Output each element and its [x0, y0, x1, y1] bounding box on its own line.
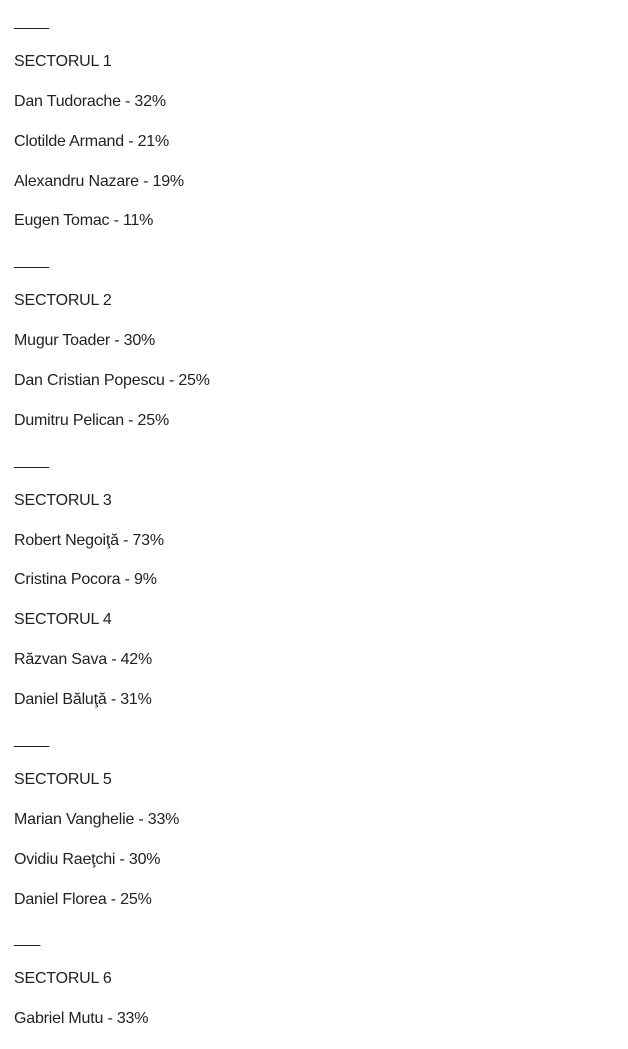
candidate-result: Dumitru Pelican - 25% — [14, 411, 169, 429]
candidate-result: Eugen Tomac - 11% — [14, 212, 154, 230]
section-heading-sector-1: SECTORUL 1 — [14, 52, 112, 70]
separator: ____ — [14, 13, 49, 30]
separator: ____ — [14, 252, 49, 270]
candidate-result: Alexandru Nazare - 19% — [14, 172, 184, 190]
candidate-result: Gabriel Mutu - 33% — [14, 1010, 149, 1028]
candidate-result: Clotilde Armand - 21% — [14, 132, 169, 150]
separator: ____ — [14, 451, 49, 469]
candidate-result: Cristina Pocora - 9% — [14, 571, 157, 589]
section-heading-sector-6: SECTORUL 6 — [14, 970, 112, 988]
candidate-result: Marian Vanghelie - 33% — [14, 810, 180, 828]
candidate-result: Daniel Băluţă - 31% — [14, 691, 152, 709]
section-heading-sector-2: SECTORUL 2 — [14, 292, 112, 310]
article-body — [14, 12, 614, 1049]
candidate-result: Răzvan Sava - 42% — [14, 651, 153, 669]
candidate-result: Dan Tudorache - 32% — [14, 92, 166, 110]
candidate-result: Dan Cristian Popescu - 25% — [14, 372, 210, 390]
candidate-result: Ovidiu Raeţchi - 30% — [14, 850, 161, 868]
separator: ___ — [14, 930, 41, 948]
section-heading-sector-3: SECTORUL 3 — [14, 491, 112, 509]
candidate-result: Daniel Florea - 25% — [14, 890, 152, 908]
candidate-result: Mugur Toader - 30% — [14, 332, 156, 350]
section-heading-sector-5: SECTORUL 5 — [14, 770, 112, 788]
separator: ____ — [14, 731, 49, 749]
candidate-result: Robert Negoiţă - 73% — [14, 531, 164, 549]
section-heading-sector-4: SECTORUL 4 — [14, 611, 112, 629]
